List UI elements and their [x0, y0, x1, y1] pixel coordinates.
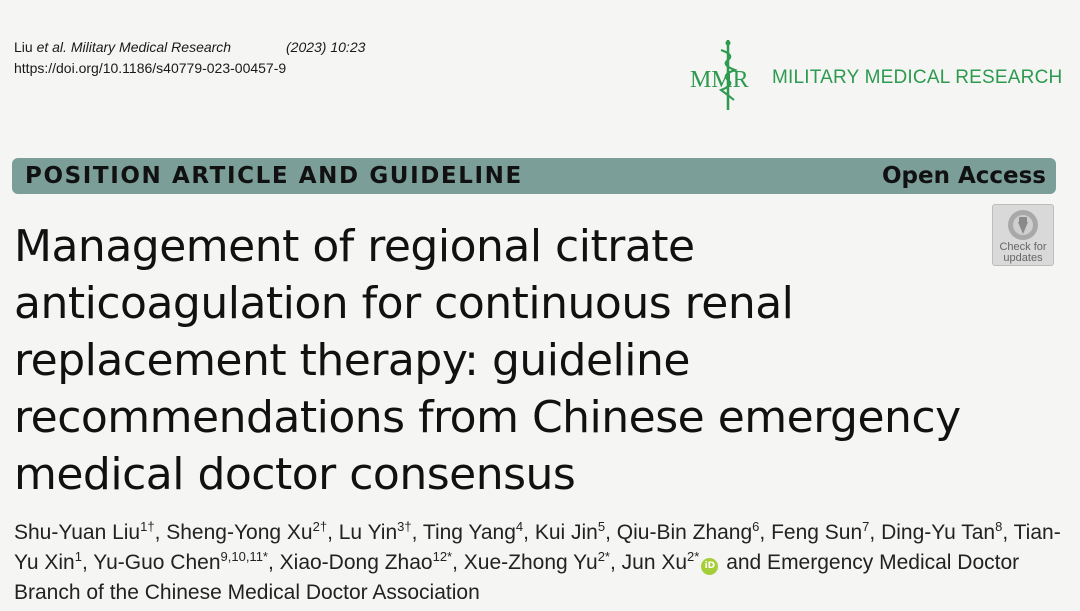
author-name[interactable]: Yu-Guo Chen — [93, 551, 221, 574]
author-name[interactable]: Xue-Zhong Yu — [463, 551, 598, 574]
author-name[interactable]: Jun Xu — [621, 551, 688, 574]
title-line: anticoagulation for continuous renal — [14, 278, 794, 329]
article-type-banner — [12, 158, 1056, 194]
title-line: Management of regional citrate — [14, 221, 695, 272]
check-updates-line1: Check for — [999, 241, 1047, 253]
journal-name: MILITARY MEDICAL RESEARCH — [772, 67, 1063, 88]
citation-block — [14, 37, 365, 79]
author-affiliation: 1 — [74, 549, 82, 564]
open-access-label: Open Access — [881, 163, 1046, 189]
author-name[interactable]: Xiao-Dong Zhao — [279, 551, 433, 574]
check-for-updates-button[interactable] — [992, 204, 1054, 266]
author-name[interactable]: Qiu-Bin Zhang — [616, 521, 753, 544]
author-affiliation: 2* — [597, 549, 610, 564]
author-affiliation: 2† — [312, 519, 328, 534]
author-list: Shu-Yuan Liu$^{1\dagger}$, Sheng-Yong $Xu^{2\dagger}$, Lu Yin$^{3\dagger}$, Ting Yang$^4$, Kui Jin$^5$, Qiu-Bin Zhang$^6$, Feng Sun$^7$, Ding-Yu Tan$^8$, Tian-Yu Xin$^1$, Yu-Guo Chen$^{9,10,11*}$, Xiao-Dong Zhao$^{12*}$, Xue-Zhong $Yu^{2*}$, Jun $Xu^{2*}iD$ and Emergency Medical Doctor Branch of the Chinese Medical Doctor Association — [14, 519, 1061, 604]
author-name[interactable]: Kui Jin — [534, 521, 598, 544]
author-affiliation: 7 — [862, 519, 870, 534]
author-name[interactable]: Ding-Yu Tan — [881, 521, 996, 544]
journal-logo[interactable] — [688, 38, 1068, 112]
author-affiliation: 3† — [397, 519, 412, 534]
author-name[interactable]: Lu Yin — [338, 521, 398, 544]
doi-link[interactable]: https://doi.org/10.1186/s40779-023-00457-9 — [14, 60, 287, 76]
author-affiliation: 4 — [515, 519, 524, 534]
author-affiliation: 5 — [597, 519, 606, 534]
caduceus-icon — [688, 38, 768, 112]
title-line: recommendations from Chinese emergency — [14, 392, 961, 443]
logo-mark-text: MMR — [690, 67, 749, 93]
author-affiliation: 1† — [140, 519, 155, 534]
author-affiliation: 8 — [995, 519, 1003, 534]
article-title — [14, 218, 984, 503]
check-updates-line2: updates — [1003, 252, 1043, 264]
check-updates-icon — [1006, 208, 1040, 242]
article-type: POSITION ARTICLE AND GUIDELINE — [25, 163, 523, 189]
author-name[interactable]: Sheng-Yong Xu — [166, 521, 313, 544]
author-affiliation: 12* — [432, 549, 453, 564]
author-affiliation: 6 — [752, 519, 760, 534]
author-name[interactable]: Shu-Yuan Liu — [14, 521, 141, 544]
author-name[interactable]: Feng Sun — [771, 521, 863, 544]
author-name[interactable]: Tian-Yu Xin — [14, 521, 1061, 574]
orcid-icon[interactable]: iD — [701, 558, 718, 575]
author-group: and Emergency Medical Doctor Branch of the Chinese Medical Doctor Association — [14, 551, 1020, 604]
author-affiliation: 2* — [687, 549, 700, 564]
citation-line: Liu et al. Military Medical Research — [14, 39, 232, 55]
author-name[interactable]: Ting Yang — [422, 521, 516, 544]
title-line: replacement therapy: guideline — [14, 335, 690, 386]
title-line: medical doctor consensus — [14, 449, 576, 500]
author-affiliation: 9,10,11* — [220, 549, 268, 564]
citation-year-volume: (2023) 10:23 — [286, 39, 366, 55]
